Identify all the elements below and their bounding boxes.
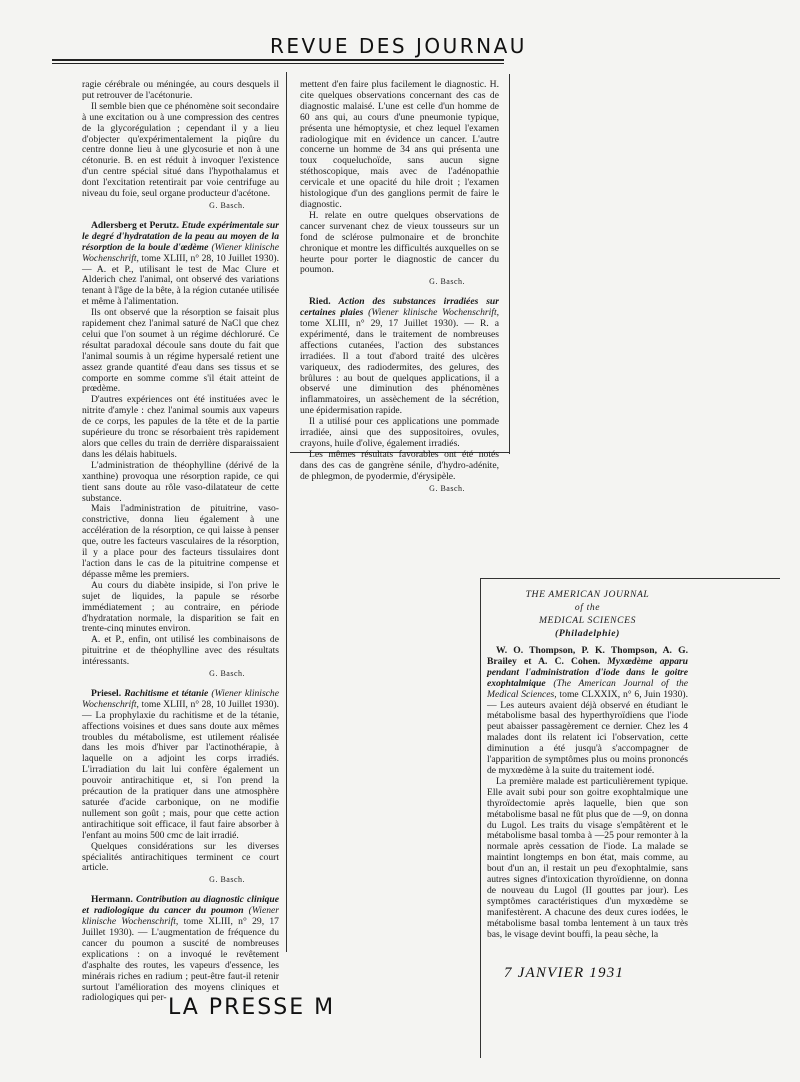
article-title: Contribution au diagnostic clinique et radiologique du cancer du poumon	[82, 894, 279, 917]
article-source: (Wiener klinische Wochenschrift,	[82, 905, 279, 928]
article-heading	[487, 646, 688, 777]
middle-column	[300, 80, 499, 504]
running-header-title: REVUE DES JOURNAU	[270, 34, 527, 58]
paragraph: Quelques considérations sur les diverses spécialités antirachitiques terminent ce court article.	[82, 840, 279, 874]
journal-name-line: MEDICAL SCIENCES	[538, 615, 637, 626]
article-heading	[82, 895, 279, 1004]
journal-heading	[487, 588, 688, 640]
paragraph: Il semble bien que ce phénomène soit secondaire à une excitation ou à une compression des centres de la glycorégulation ; cependant il y a lieu d'objecter qu'expérimentalement la piqûre du centre donne lieu à une glycosurie et non à une cétonurie. B. en est réduit à invoquer l'existence d'un centre spécial situé dans l'hypothalamus et dont l'excitation retentirait par voie centrifuge au niveau du foie, seul organe producteur d'acétone.	[82, 100, 279, 200]
article-source: (Wiener klinische Wochenschrift,	[368, 307, 500, 319]
article-title: Rachitisme et tétanie	[124, 687, 209, 699]
article-adlersberg	[82, 221, 279, 680]
article-title: Etude expérimentale sur le degré d'hydratation de la peau au moyen de la résorption de la boule d'œdème	[82, 219, 279, 253]
paragraph: D'autres expériences ont été instituées avec le nitrite d'amyle : chez l'animal soumis aux vapeurs de ce corps, les papules de la tête et de la partie supérieure du tronc se résorbaient très rapidement alors que celles du train de derrière disparaissaient dans les délais habituels.	[82, 394, 279, 460]
signature: G. Basch.	[429, 277, 465, 287]
clipping-edge	[480, 578, 481, 1058]
paragraph: mettent d'en faire plus facilement le diagnostic. H. cite quelques observations concernant des cas de diagnostic malaisé. L'une est celle d'un homme de 60 ans qui, au cours d'une pneumonie typique, présenta une hémoptysie, et chez lequel l'examen radiologique mit en évidence un cancer. L'autre concerne un homme de 34 ans qui présenta une toux coqueluchoïde, sans aucun signe stéthoscopique, mais avec de l'adénopathie cervicale et une opacité du hile droit ; l'examen histologique d'un des ganglions permit de faire le diagnostic.	[300, 79, 499, 210]
article-priesel	[82, 689, 279, 886]
signature: G. Basch.	[209, 875, 245, 885]
article-authors: Priesel.	[91, 687, 122, 699]
article-reference: tome CLXXIX, n° 6, Juin 1930). — Les auteurs avaient déjà observé en étudiant le métabolisme basal des hyperthyroïdiens que l'iode peut abaisser passagèrement ce dernier. Chez les 4 malades dont ils relatent ici l'observation, cette diminution a été jusqu'à s'accompagner de l'apparition de symptômes plus ou moins prononcés de myxœdème à la suite du traitement iodé.	[487, 688, 688, 776]
journal-place: (Philadelphie)	[555, 628, 620, 639]
paragraph: Au cours du diabète insipide, si l'on prive le sujet de liquides, la papule se résorbe immédiatement ; au contraire, en période d'hydratation normale, la disparition se fait en trente-cinq minutes environ.	[82, 579, 279, 635]
article-title: Myxœdème apparu pendant l'administration d'iode dans le goitre exophtalmique	[487, 655, 688, 689]
article-heading	[300, 297, 499, 417]
signature: G. Basch.	[209, 669, 245, 679]
article-authors: Ried.	[309, 296, 331, 308]
article-thompson	[487, 646, 688, 940]
paragraph: Ils ont observé que la résorption se faisait plus rapidement chez l'animal saturé de NaCl que chez celui que l'on soumet à un régime déchloruré. Ce résultat paradoxal découle sans doute du fait que l'animal soumis à un régime hypersalé retient une assez grande quantité d'eau dans ses tissus et se comporte en somme comme s'il était atteint de prœdème.	[82, 307, 279, 395]
article-source: (Wiener klinische Wochenschrift,	[82, 687, 279, 710]
article-heading	[82, 221, 279, 308]
clipping-edge	[480, 578, 780, 579]
article-source: (The American Journal of the Medical Sciences,	[487, 677, 688, 700]
journal-name-line: of the	[574, 602, 601, 613]
article-reference: tome XLIII, n° 28, 10 Juillet 1930). — A. et P., utilisant le test de Mac Clure et Alderich chez l'animal, ont observé des variations tenant à l'âge de la bête, à la région cutanée utilisée et même à l'alimentation.	[82, 252, 280, 308]
paragraph: Les mêmes résultats favorables ont été notés dans des cas de gangrène sénile, d'hydro-adénite, de phlegmon, de pyodermie, d'érysipèle.	[300, 448, 499, 482]
clipping-edge	[509, 74, 510, 454]
article-ried	[300, 297, 499, 494]
article-authors: Hermann.	[91, 894, 133, 906]
running-footer-date: 7 JANVIER 1931	[504, 965, 625, 981]
paragraph: La première malade est particulièrement typique. Elle avait subi pour son goitre exophtalmique une thyroïdectomie après laquelle, bien que son métabolisme basal ne fût plus que de —9, on donna du Lugol. Les traits du visage s'empâtèrent et le métabolisme basal tomba à —25 pour remonter à la normale après cessation de l'iode. La malade se maintint longtemps en bon état, mais comme, au bout d'un an, il restait un peu d'exophtalmie, sans autres signes d'intoxication thyroïdienne, on donna de nouveau du Lugol (II gouttes par jour). Les symptômes caractéristiques d'un myxœdème se manifestèrent. A chacune des deux cures iodées, le métabolisme basal tomba lentement à un taux très bas, le visage devint bouffi, la peau sèche, la	[487, 775, 688, 940]
paragraph: Il a utilisé pour ces applications une pommade irradiée, ainsi que des suppositoires, ovules, crayons, huile d'olive, également irradiés.	[300, 416, 499, 449]
signature: G. Basch.	[429, 483, 465, 493]
header-rule	[52, 59, 504, 64]
article-reference: tome XLIII, n° 29, 17 Juillet 1930). — L'augmentation de fréquence du cancer du poumon a suscité de nombreuses explications : on a invoqué le revêtement d'asphalte des routes, les vapeurs d'essence, les minérais riches en radium ; peut-être faut-il retenir surtout l'amélioration des moyens cliniques et radiologiques qui per-	[82, 916, 279, 1004]
article-reference: tome XLIII, n° 29, 17 Juillet 1930). — R. a expérimenté, dans le traitement de nombreuses affections cutanées, l'action des substances irradiées. Il a tout d'abord traité des ulcères variqueux, des radiodermites, des gelures, des brûlures : au bout de quelques applications, il a observé une diminution des phénomènes inflammatoires, un assèchement de la sécrétion, une épidermisation rapide.	[300, 318, 499, 417]
paragraph: ragie cérébrale ou méningée, au cours desquels il put retrouver de l'acétonurie.	[82, 79, 279, 101]
left-column	[82, 80, 279, 1004]
article-authors: W. O. Thompson, P. K. Thompson, A. G. Brailey et A. C. Cohen.	[487, 645, 688, 667]
paragraph: H. relate en outre quelques observations de cancer survenant chez de vieux tousseurs sur un fond de sclérose pulmonaire et de bronchite chronique et montre les difficultés auxquelles on se heurte pour porter le diagnostic de cancer du poumon.	[300, 209, 499, 276]
paragraph: A. et P., enfin, ont utilisé les combinaisons de pituitrine et de théophylline avec des résultats intéressants.	[82, 634, 279, 668]
article-hermann	[82, 895, 279, 1004]
journal-name-line: THE AMERICAN JOURNAL	[525, 589, 650, 600]
article-reference: tome XLIII, n° 28, 10 Juillet 1930). — La prophylaxie du rachitisme et de la tétanie, affections voisines et dues sans doute aux mêmes troubles du métabolisme, est utilement réalisée dans les mois d'hiver par l'actinothérapie, à laquelle on a adjoint les corps irradiés. L'irradiation du lait lui confère également un pouvoir antirachitique et, si l'on prend la précaution de la pratiquer dans une atmosphère saturée d'acide carbonique, on ne modifie nullement son goût ; mais, pour que cette action antirachitique soit efficace, il faut faire absorber à l'enfant au moins 500 cmc de lait irradié.	[82, 698, 280, 841]
right-column	[487, 588, 688, 940]
article-title: Action des substances irradiées sur certaines plaies	[300, 296, 499, 319]
paragraph: L'administration de théophylline (dérivé de la xanthine) provoqua une résorption rapide, ce qui tient sans doute au rôle vaso-dilatateur de cette substance.	[82, 459, 279, 504]
paragraph: Mais l'administration de pituitrine, vaso-constrictive, donna lieu également à une accélération de la résorption, ce qui laisse à penser que, outre les facteurs vasculaires de la résorption, il y a place pour des facteurs tissulaires dont l'action dans le cas de la pituitrine compense et dépasse même les premiers.	[82, 503, 279, 580]
article-source: (Wiener klinische Wochenschrift,	[82, 241, 279, 264]
signature: G. Basch.	[209, 200, 245, 210]
column-divider	[286, 72, 287, 952]
article-authors: Adlersberg et Perutz.	[91, 219, 180, 231]
running-footer-title: LA PRESSE M	[168, 995, 336, 1020]
article-heading	[82, 689, 279, 842]
